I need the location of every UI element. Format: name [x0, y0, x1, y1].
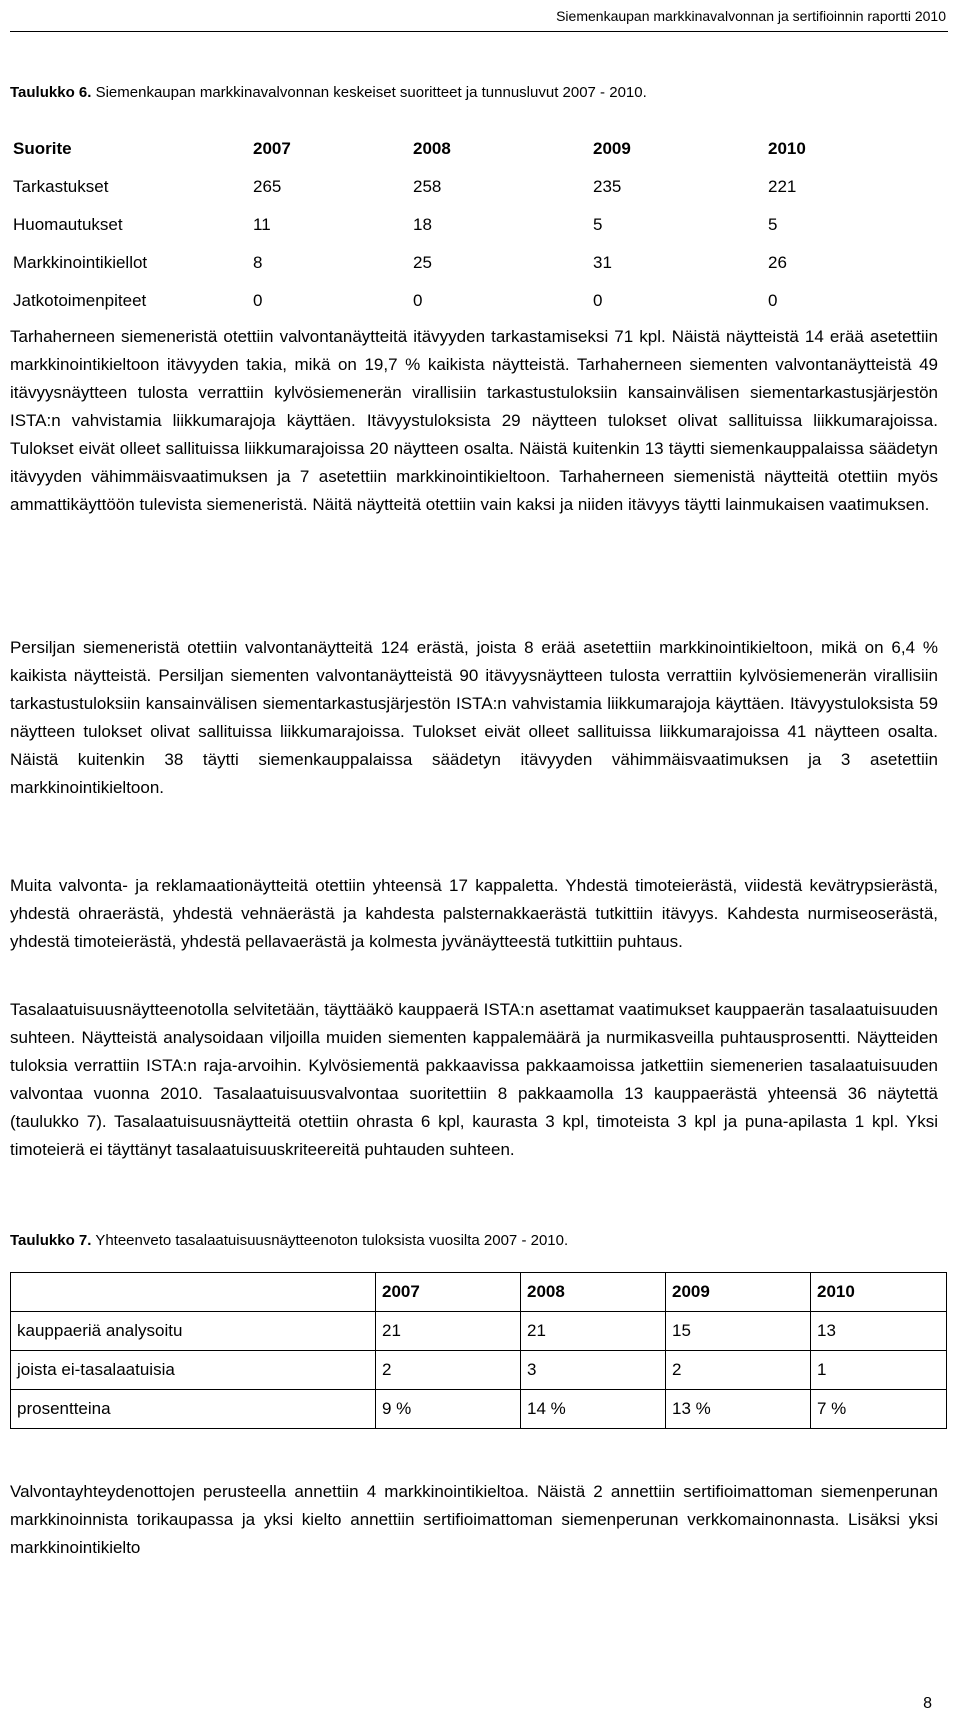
table6-cell: 0 [413, 291, 423, 310]
table6-cell: Markkinointikiellot [13, 253, 148, 272]
table7-cell: kauppaeriä analysoitu [11, 1312, 376, 1351]
table7-cell: 7 % [811, 1390, 947, 1429]
table-row [10, 168, 885, 206]
table-row [11, 1390, 947, 1429]
table-row [10, 244, 885, 282]
paragraph-muut-naytteet: Muita valvonta- ja reklamaationäytteitä otettiin yhteensä 17 kappaletta. Yhdestä timoteierästä, viidestä kevätrypsierästä, yhdestä ohraerästä, yhdestä vehnäerästä ja kahdesta palsternakkaerästä tutkittiin itävyys. Kahdesta nurmiseoserästä, yhdestä timoteierästä, yhdestä pellavaerästä ja kolmesta jyvänäytteestä tutkittiin puhtaus. [10, 876, 938, 951]
table7-header-cell: 2008 [521, 1273, 666, 1312]
table6-cell: 0 [593, 291, 603, 310]
paragraph-tasalaatuisuus: Tasalaatuisuusnäytteenotolla selvitetään, täyttääkö kauppaerä ISTA:n asettamat vaatimukset kauppaerän tasalaatuisuuden suhteen. Näytteistä analysoidaan viljoilla muiden siementen kappalemäärä ja nurmikasveilla puhtausprosentti. Näytteiden tuloksia verrattiin ISTA:n raja-arvoihin. Kylvösiementä pakkaavissa pakkaamoissa jatkettiin siemenerien tasalaatuisuuden valvontaa vuonna 2010. Tasalaatuisuusvalvontaa suoritettiin 8 pakkaamolla 13 kauppaerästä yhteensä 36 näytettä (taulukko 7). Tasalaatuisuusnäytteitä otettiin ohrasta 6 kpl, kaurasta 3 kpl, timoteista 3 kpl ja puna-apilasta 1 kpl. Yksi timoteierä ei täyttänyt tasalaatuisuuskriteereitä puhtauden suhteen. [10, 1000, 938, 1159]
table7-caption [10, 1232, 568, 1249]
table6-cell: 8 [253, 253, 263, 272]
table7-cell: joista ei-tasalaatuisia [11, 1351, 376, 1390]
table6-cell: Huomautukset [13, 215, 123, 234]
table6-cell: 258 [413, 177, 442, 196]
table7-cell: 13 % [666, 1390, 811, 1429]
table7-header-cell [11, 1273, 376, 1312]
table-row [11, 1312, 947, 1351]
table6-cell: 265 [253, 177, 282, 196]
table6-header-cell: 2008 [413, 139, 451, 158]
table6-caption [10, 84, 647, 101]
table7-cell: 21 [376, 1312, 521, 1351]
table6-cell: 25 [413, 253, 432, 272]
table6-cell: 26 [768, 253, 787, 272]
table6-cell: 5 [593, 215, 603, 234]
table7-header-cell: 2010 [811, 1273, 947, 1312]
table6-cell: Tarkastukset [13, 177, 109, 196]
table6-cell: 0 [253, 291, 263, 310]
table7-header-cell: 2009 [666, 1273, 811, 1312]
table6-cell: 18 [413, 215, 432, 234]
table6-caption-label: Taulukko 6. [10, 84, 92, 101]
table6-header-cell: Suorite [13, 139, 72, 158]
table-row [11, 1351, 947, 1390]
header-divider [10, 31, 948, 32]
table6-cell: 31 [593, 253, 612, 272]
table6-header-row [10, 130, 885, 168]
table7-cell: 13 [811, 1312, 947, 1351]
paragraph-tarhaherne: Tarhaherneen siemeneristä otettiin valvontanäytteitä itävyyden tarkastamiseksi 71 kpl. Näistä näytteistä 14 erää asetettiin markkinointikieltoon itävyyden takia, mikä on 19,7 % kaikista näytteistä. Tarhaherneen siementen valvontanäytteistä 49 itävyysnäytteen tulosta verrattiin kylvösiemenerän virallisiin tarkastustuloksiin kansainvälisen siementarkastusjärjestön ISTA:n vahvistamia liikkumarajoja käyttäen. Itävyystuloksista 29 näytteen tulokset olivat sallituissa liikkumarajoissa. Tulokset eivät olleet sallituissa liikkumarajoissa 20 näytteen osalta. Näistä kuitenkin 13 täytti siemenkauppalaissa säädetyn itävyyden vähimmäisvaatimuksen ja 7 asetettiin markkinointikieltoon. Tarhaherneen siemenistä näytteitä otettiin myös ammattikäyttöön tulevista siemeneristä. Näitä näytteitä otettiin vain kaksi ja niiden itävyys täytti lainmukaisen vaatimuksen. [10, 327, 938, 514]
table6-header-cell: 2007 [253, 139, 291, 158]
table7-cell: 21 [521, 1312, 666, 1351]
table7-header-cell: 2007 [376, 1273, 521, 1312]
table-7 [10, 1272, 947, 1429]
paragraph-persilja: Persiljan siemeneristä otettiin valvontanäytteitä 124 erästä, joista 8 erää asetettiin markkinointikieltoon, mikä on 6,4 % kaikista näytteistä. Persiljan siementen valvontanäytteistä 90 itävyysnäytteen tulosta verrattiin kylvösiemenerän virallisiin tarkastustuloksiin kansainvälisen siementarkastusjärjestön ISTA:n vahvistamia liikkumarajoja käyttäen. Itävyystuloksista 59 näytteen tulokset olivat sallituissa liikkumarajoissa. Tulokset eivät olleet sallituissa liikkumarajoissa 41 näytteen osalta. Näistä kuitenkin 38 täytti siemenkauppalaissa säädetyn itävyyden vähimmäisvaatimuksen ja 3 asetettiin markkinointikieltoon. [10, 638, 938, 797]
table7-cell: 9 % [376, 1390, 521, 1429]
table-row [10, 282, 885, 320]
table7-header-row [11, 1273, 947, 1312]
table7-cell: 2 [376, 1351, 521, 1390]
table6-cell: 5 [768, 215, 778, 234]
page-number: 8 [923, 1695, 932, 1712]
table6-cell: Jatkotoimenpiteet [13, 291, 147, 310]
table6-cell: 0 [768, 291, 778, 310]
table7-cell: 15 [666, 1312, 811, 1351]
table7-cell: 1 [811, 1351, 947, 1390]
table7-cell: 3 [521, 1351, 666, 1390]
table7-cell: 2 [666, 1351, 811, 1390]
table7-caption-label: Taulukko 7. [10, 1232, 92, 1249]
table6-cell: 11 [253, 215, 271, 234]
running-header: Siemenkaupan markkinavalvonnan ja sertifioinnin raportti 2010 [556, 8, 946, 24]
table-row [10, 206, 885, 244]
table-6 [10, 130, 885, 320]
table6-caption-text: Siemenkaupan markkinavalvonnan keskeiset suoritteet ja tunnusluvut 2007 - 2010. [91, 84, 647, 101]
table7-cell: prosentteina [11, 1390, 376, 1429]
table7-cell: 14 % [521, 1390, 666, 1429]
table6-cell: 221 [768, 177, 797, 196]
table6-cell: 235 [593, 177, 622, 196]
table6-header-cell: 2010 [768, 139, 806, 158]
table6-header-cell: 2009 [593, 139, 631, 158]
paragraph-valvontayhteydenotot: Valvontayhteydenottojen perusteella annettiin 4 markkinointikieltoa. Näistä 2 annettiin sertifioimattoman siemenperunan markkinoinnista torikaupassa ja yksi kielto annettiin sertifioimattoman siemenperunan verkkomainonnasta. Lisäksi yksi markkinointikielto [10, 1482, 938, 1557]
table7-caption-text: Yhteenveto tasalaatuisuusnäytteenoton tuloksista vuosilta 2007 - 2010. [91, 1232, 569, 1249]
